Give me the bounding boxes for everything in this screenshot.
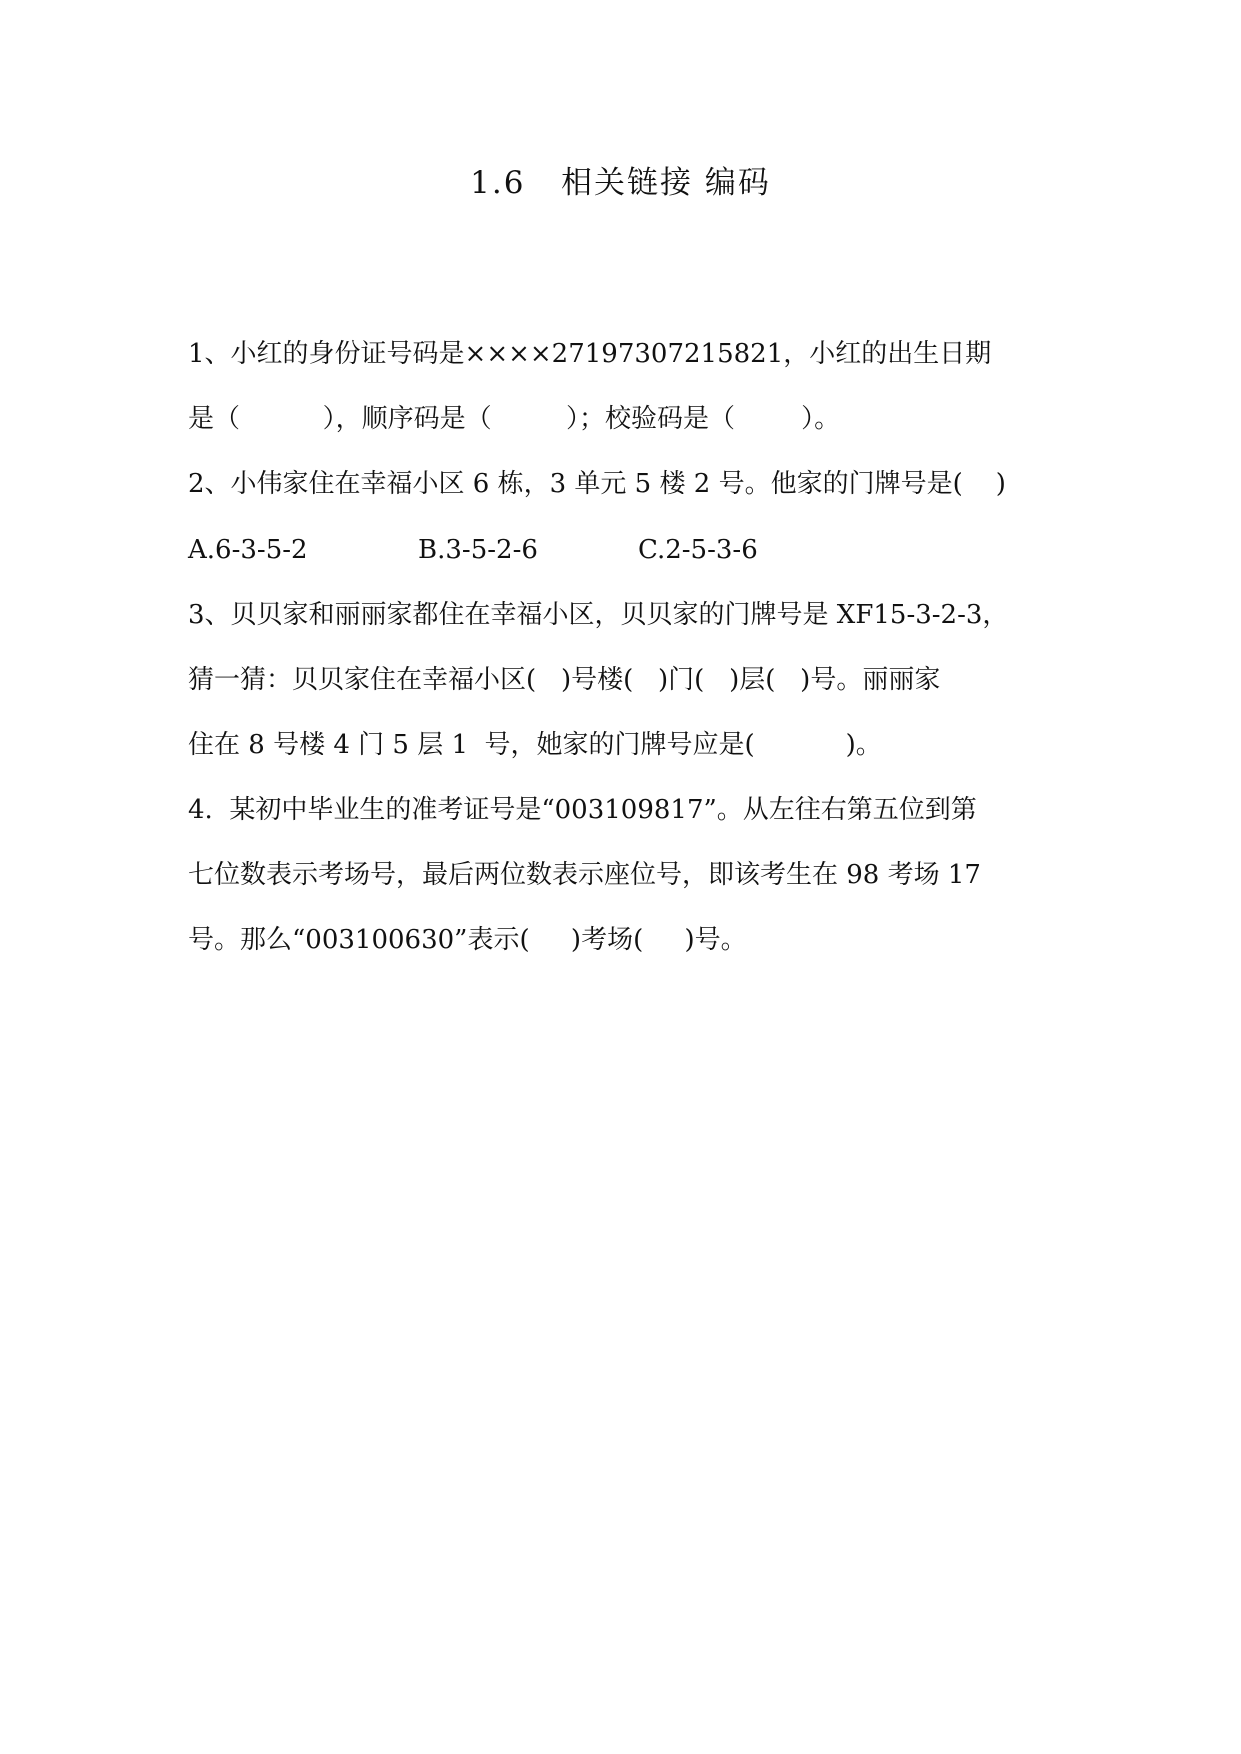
question-3-line-3: 住在 8 号楼 4 门 5 层 1 号，她家的门牌号应是( )。 xyxy=(188,730,882,760)
question-3-line-1: 3、贝贝家和丽丽家都住在幸福小区，贝贝家的门牌号是 XF15-3-2-3， xyxy=(188,600,1009,630)
option-b: B.3-5-2-6 xyxy=(418,535,538,565)
question-4-line-1: 4. 某初中毕业生的准考证号是“003109817”。从左往右第五位到第 xyxy=(188,795,977,825)
question-4-line-3: 号。那么“003100630”表示( )考场( )号。 xyxy=(188,925,747,955)
question-1-line-2: 是（ ），顺序码是（ ）；校验码是（ ）。 xyxy=(188,404,841,434)
question-1-line-1: 1、小红的身份证号码是××××27197307215821，小红的出生日期 xyxy=(188,339,992,369)
question-2-line-1: 2、小伟家住在幸福小区 6 栋，3 单元 5 楼 2 号。他家的门牌号是( ) xyxy=(188,469,1006,499)
question-3-line-2: 猜一猜：贝贝家住在幸福小区( )号楼( )门( )层( )号。丽丽家 xyxy=(188,665,941,695)
option-c: C.2-5-3-6 xyxy=(638,535,758,565)
option-a: A.6-3-5-2 xyxy=(188,535,308,565)
page-title: 1.6 相关链接 编码 xyxy=(470,165,771,201)
question-4-line-2: 七位数表示考场号，最后两位数表示座位号，即该考生在 98 考场 17 xyxy=(188,860,981,890)
